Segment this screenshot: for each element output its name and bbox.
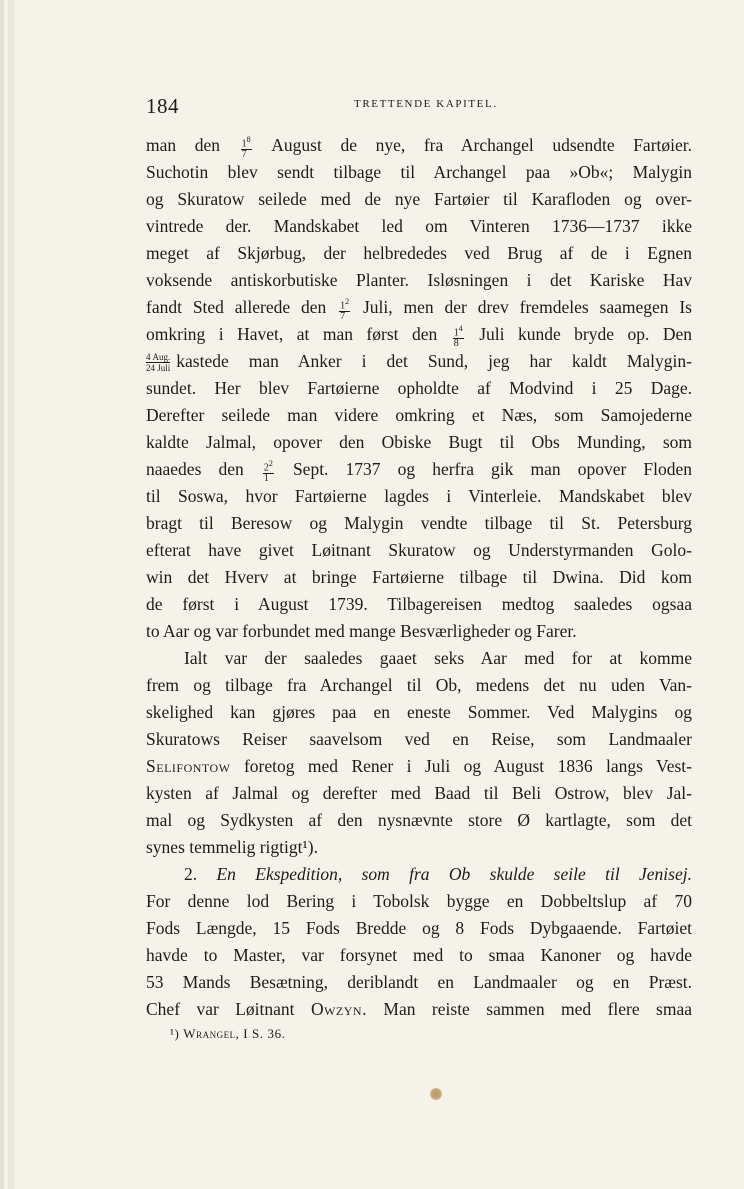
chapter-title: TRETTENDE KAPITEL. [354, 98, 498, 110]
text-line [146, 159, 692, 186]
text-run: fandt Sted allerede den [146, 297, 327, 317]
fraction-denominator: 1 [263, 472, 269, 484]
text-run: frem og tilbage fra Archangel til Ob, medens det nu uden Van- [146, 675, 692, 695]
text-line [146, 510, 692, 537]
text-line [146, 861, 692, 888]
date-fraction [453, 324, 464, 347]
page-edge [8, 0, 14, 1189]
text-run: kysten af Jalmal og derefter med Baad til Beli Ostrow, blev Jal- [146, 783, 692, 803]
text-run: omkring i Havet, at man først den [146, 324, 438, 344]
text-line [146, 672, 692, 699]
text-line [146, 456, 692, 483]
text-run: For denne lod Bering i Tobolsk bygge en Dobbeltslup af 70 [146, 891, 692, 911]
text-run: Juli kunde bryde op. Den [479, 324, 692, 344]
fraction-denominator: 8 [453, 337, 459, 349]
text-line [146, 888, 692, 915]
text-run: win det Hverv at bringe Fartøierne tilbage til Dwina. Did kom [146, 567, 692, 587]
text-line [146, 375, 692, 402]
text-line [146, 186, 692, 213]
date-fraction [263, 459, 274, 482]
italic-heading: En Ekspedition, som fra Ob skulde seile til Jenisej. [216, 864, 692, 884]
text-line [146, 645, 692, 672]
body-text [146, 132, 692, 1023]
text-run: Ialt var der saaledes gaaet seks Aar med for at komme [184, 648, 692, 668]
text-run: og Skuratow seilede med de nye Fartøier til Karafloden og over- [146, 189, 692, 209]
fraction-numerator: $1^2$ [340, 297, 350, 312]
text-run: 2. [184, 864, 198, 884]
small-caps-name: Owzyn. [310, 999, 367, 1019]
text-run: vintrede der. Mandskabet led om Vinteren 1736—1737 ikke [146, 216, 692, 236]
paper-speck [430, 1088, 442, 1100]
text-run: Chef var Løitnant [146, 999, 295, 1019]
footnote-author: Wrangel, [183, 1026, 240, 1041]
text-run: havde to Master, var forsynet med to smaa Kanoner og havde [146, 945, 692, 965]
text-run: efterat have givet Løitnant Skuratow og Understyrmanden Golo- [146, 540, 692, 560]
text-run: man den [146, 135, 221, 155]
text-run: to Aar og var forbundet med mange Besværligheder og Farer. [146, 621, 577, 641]
text-run: de først i August 1739. Tilbagereisen medtog saaledes ogsaa [146, 594, 692, 614]
text-run: meget af Skjørbug, der helbrededes ved Brug af de i Egnen [146, 243, 692, 263]
text-run: Derefter seilede man videre omkring et Næs, som Samojederne [146, 405, 692, 425]
text-run: naaedes den [146, 459, 244, 479]
text-run: August de nye, fra Archangel udsendte Fartøier. [271, 135, 692, 155]
text-run: mal og Sydkysten af den nysnævnte store Ø kartlagte, som det [146, 810, 692, 830]
text-run: til Soswa, hvor Fartøierne lagdes i Vinterleie. Mandskabet blev [146, 486, 692, 506]
text-run: Fods Længde, 15 Fods Bredde og 8 Fods Dybgaaende. Fartøiet [146, 918, 692, 938]
text-line [146, 699, 692, 726]
text-run: synes temmelig rigtigt¹). [146, 837, 318, 857]
text-line [146, 753, 692, 780]
fraction-numerator: $1^4$ [453, 324, 463, 339]
text-run: voksende antiskorbutiske Planter. Isløsningen i det Kariske Hav [146, 270, 692, 290]
fraction-superscript: 8 [246, 135, 251, 145]
date-fraction-top: 4 Aug. [146, 352, 171, 363]
date-fraction [339, 297, 350, 320]
text-line [146, 321, 692, 348]
running-head [146, 94, 692, 124]
fraction-superscript: 2 [268, 459, 273, 469]
fraction-denominator: 7 [340, 310, 346, 322]
footnote-marker: ¹) [170, 1026, 180, 1041]
text-run: Skuratows Reiser saavelsom ved en Reise, som Landmaaler [146, 729, 692, 749]
text-line [146, 618, 692, 645]
text-line [146, 240, 692, 267]
text-run: skelighed kan gjøres paa en eneste Sommer. Ved Malygins og [146, 702, 692, 722]
text-run: sundet. Her blev Fartøierne opholdte af Modvind i 25 Dage. [146, 378, 692, 398]
text-line [146, 780, 692, 807]
text-line [146, 807, 692, 834]
text-run: foretog med Rener i Juli og August 1836 langs Vest- [243, 756, 692, 776]
text-run: Suchotin blev sendt tilbage til Archangel paa »Ob«; Malygin [146, 162, 692, 182]
text-line [146, 591, 692, 618]
text-line [146, 213, 692, 240]
fraction-superscript: 4 [458, 324, 463, 334]
text-run: Man reiste sammen med flere smaa [383, 999, 693, 1019]
text-line [146, 402, 692, 429]
text-line [146, 564, 692, 591]
text-line [146, 996, 692, 1023]
text-run: kastede man Anker i det Sund, jeg har kaldt Malygin- [176, 351, 692, 371]
footnote [170, 1026, 286, 1042]
text-run: kaldte Jalmal, opover den Obiske Bugt til Obs Munding, som [146, 432, 692, 452]
text-run: 53 Mands Besætning, deriblandt en Landmaaler og en Præst. [146, 972, 692, 992]
text-line [146, 834, 692, 861]
text-line [146, 537, 692, 564]
text-line [146, 429, 692, 456]
text-line [146, 483, 692, 510]
text-run: bragt til Beresow og Malygin vendte tilbage til St. Petersburg [146, 513, 692, 533]
text-line [146, 348, 692, 375]
fraction-numerator: $1^8$ [241, 135, 251, 150]
text-line [146, 915, 692, 942]
text-line [146, 294, 692, 321]
fraction-numerator: $2^2$ [263, 459, 273, 474]
footnote-reference: I S. 36. [243, 1026, 286, 1041]
page-number: 184 [146, 94, 179, 118]
date-fraction [146, 352, 170, 373]
text-run: Sept. 1737 og herfra gik man opover Floden [292, 459, 693, 479]
text-line [146, 942, 692, 969]
text-line [146, 267, 692, 294]
text-run: Juli, men der drev fremdeles saamegen Is [363, 297, 692, 317]
date-fraction-bottom: 24 Juli [146, 363, 171, 374]
small-caps-name: Selifontow [146, 756, 231, 776]
text-line [146, 132, 692, 159]
text-line [146, 969, 692, 996]
date-fraction [241, 135, 252, 158]
fraction-denominator: 7 [241, 148, 247, 160]
fraction-superscript: 2 [345, 297, 350, 307]
text-line [146, 726, 692, 753]
